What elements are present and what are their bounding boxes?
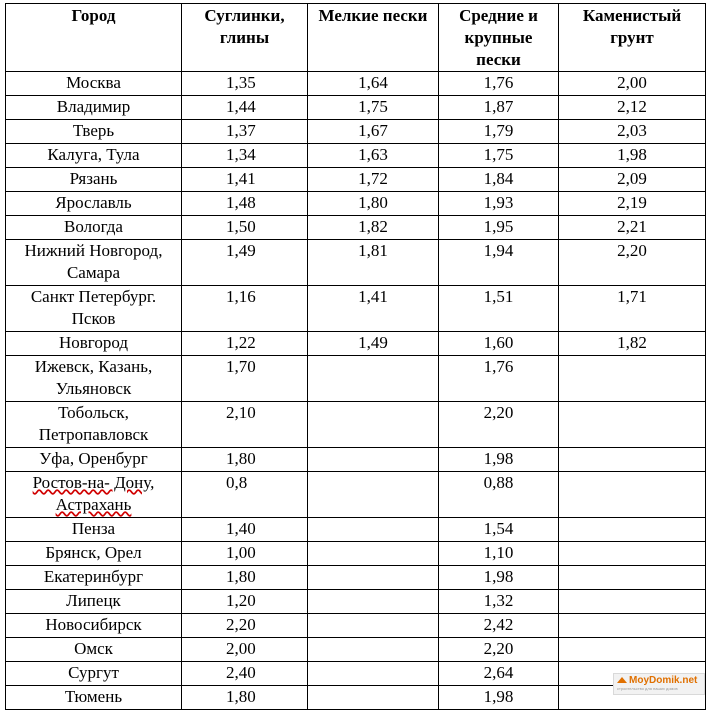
loam-clay-cell: 0,8 xyxy=(182,472,308,518)
table-row xyxy=(6,216,706,240)
city-cell: Вологда xyxy=(6,216,182,240)
city-cell: Тобольск, Петропавловск xyxy=(6,402,182,448)
fine-sand-cell: 1,41 xyxy=(308,286,439,332)
rocky-soil-cell xyxy=(559,448,706,472)
loam-clay-cell: 2,20 xyxy=(182,614,308,638)
rocky-soil-cell: 1,71 xyxy=(559,286,706,332)
table-row xyxy=(6,614,706,638)
rocky-soil-cell xyxy=(559,402,706,448)
loam-clay-cell: 1,40 xyxy=(182,518,308,542)
medium-coarse-sand-cell: 1,93 xyxy=(439,192,559,216)
table-row xyxy=(6,638,706,662)
moydomik-watermark xyxy=(613,673,705,695)
rocky-soil-cell xyxy=(559,590,706,614)
city-cell: Новосибирск xyxy=(6,614,182,638)
rocky-soil-cell xyxy=(559,542,706,566)
fine-sand-cell: 1,72 xyxy=(308,168,439,192)
fine-sand-cell: 1,49 xyxy=(308,332,439,356)
city-cell: Рязань xyxy=(6,168,182,192)
table-row xyxy=(6,662,706,686)
medium-coarse-sand-cell: 1,94 xyxy=(439,240,559,286)
loam-clay-cell: 1,20 xyxy=(182,590,308,614)
header-loam-clay: Суглинки, глины xyxy=(182,4,308,72)
table-row xyxy=(6,192,706,216)
medium-coarse-sand-cell: 1,51 xyxy=(439,286,559,332)
watermark-tagline: строительство для наших домов xyxy=(617,686,678,691)
fine-sand-cell xyxy=(308,638,439,662)
fine-sand-cell xyxy=(308,402,439,448)
table-row xyxy=(6,542,706,566)
rocky-soil-cell: 2,21 xyxy=(559,216,706,240)
loam-clay-cell: 2,40 xyxy=(182,662,308,686)
medium-coarse-sand-cell: 1,54 xyxy=(439,518,559,542)
table-row xyxy=(6,402,706,448)
fine-sand-cell: 1,82 xyxy=(308,216,439,240)
rocky-soil-cell xyxy=(559,638,706,662)
fine-sand-cell: 1,80 xyxy=(308,192,439,216)
city-cell: Пенза xyxy=(6,518,182,542)
city-cell: Тверь xyxy=(6,120,182,144)
loam-clay-cell: 1,80 xyxy=(182,686,308,710)
rocky-soil-cell: 1,82 xyxy=(559,332,706,356)
loam-clay-cell: 2,10 xyxy=(182,402,308,448)
medium-coarse-sand-cell: 2,20 xyxy=(439,638,559,662)
fine-sand-cell xyxy=(308,566,439,590)
table-row xyxy=(6,72,706,96)
rocky-soil-cell: 2,20 xyxy=(559,240,706,286)
medium-coarse-sand-cell: 1,32 xyxy=(439,590,559,614)
loam-clay-cell: 1,41 xyxy=(182,168,308,192)
table-row xyxy=(6,356,706,402)
fine-sand-cell xyxy=(308,518,439,542)
watermark-brand: MoyDomik.net xyxy=(629,675,698,686)
table-row xyxy=(6,566,706,590)
table-row xyxy=(6,240,706,286)
fine-sand-cell xyxy=(308,472,439,518)
medium-coarse-sand-cell: 2,20 xyxy=(439,402,559,448)
medium-coarse-sand-cell: 1,76 xyxy=(439,72,559,96)
fine-sand-cell xyxy=(308,542,439,566)
medium-coarse-sand-cell: 1,98 xyxy=(439,448,559,472)
city-cell: Ростов-на- Дону, Астрахань xyxy=(6,472,182,518)
header-fine-sand: Мелкие пески xyxy=(308,4,439,72)
city-cell: Владимир xyxy=(6,96,182,120)
rocky-soil-cell: 2,12 xyxy=(559,96,706,120)
fine-sand-cell: 1,75 xyxy=(308,96,439,120)
medium-coarse-sand-cell: 1,84 xyxy=(439,168,559,192)
city-cell: Тюмень xyxy=(6,686,182,710)
loam-clay-cell: 2,00 xyxy=(182,638,308,662)
city-cell: Уфа, Оренбург xyxy=(6,448,182,472)
medium-coarse-sand-cell: 2,64 xyxy=(439,662,559,686)
city-cell: Санкт Петербург. Псков xyxy=(6,286,182,332)
table-row xyxy=(6,686,706,710)
fine-sand-cell xyxy=(308,662,439,686)
city-cell: Ярославль xyxy=(6,192,182,216)
loam-clay-cell: 1,70 xyxy=(182,356,308,402)
medium-coarse-sand-cell: 1,87 xyxy=(439,96,559,120)
loam-clay-cell: 1,50 xyxy=(182,216,308,240)
rocky-soil-cell xyxy=(559,566,706,590)
fine-sand-cell xyxy=(308,686,439,710)
table-row xyxy=(6,518,706,542)
table-row xyxy=(6,168,706,192)
loam-clay-cell: 1,48 xyxy=(182,192,308,216)
rocky-soil-cell: 2,03 xyxy=(559,120,706,144)
city-cell: Ижевск, Казань, Ульяновск xyxy=(6,356,182,402)
loam-clay-cell: 1,34 xyxy=(182,144,308,168)
city-cell: Нижний Новгород, Самара xyxy=(6,240,182,286)
city-cell: Калуга, Тула xyxy=(6,144,182,168)
loam-clay-cell: 1,80 xyxy=(182,566,308,590)
soil-freezing-table xyxy=(5,3,706,710)
header-rocky-soil: Каменистый грунт xyxy=(559,4,706,72)
fine-sand-cell: 1,63 xyxy=(308,144,439,168)
table-row xyxy=(6,286,706,332)
city-cell: Екатеринбург xyxy=(6,566,182,590)
table-row xyxy=(6,590,706,614)
table-row xyxy=(6,144,706,168)
medium-coarse-sand-cell: 1,60 xyxy=(439,332,559,356)
house-logo-icon xyxy=(617,677,627,683)
table-row xyxy=(6,332,706,356)
fine-sand-cell xyxy=(308,448,439,472)
rocky-soil-cell xyxy=(559,472,706,518)
city-cell: Брянск, Орел xyxy=(6,542,182,566)
table-row xyxy=(6,472,706,518)
city-cell: Липецк xyxy=(6,590,182,614)
city-cell: Сургут xyxy=(6,662,182,686)
medium-coarse-sand-cell: 1,95 xyxy=(439,216,559,240)
rocky-soil-cell: 2,19 xyxy=(559,192,706,216)
loam-clay-cell: 1,44 xyxy=(182,96,308,120)
medium-coarse-sand-cell: 2,42 xyxy=(439,614,559,638)
table-row xyxy=(6,120,706,144)
loam-clay-cell: 1,16 xyxy=(182,286,308,332)
medium-coarse-sand-cell: 1,98 xyxy=(439,686,559,710)
fine-sand-cell xyxy=(308,614,439,638)
fine-sand-cell xyxy=(308,356,439,402)
loam-clay-cell: 1,00 xyxy=(182,542,308,566)
loam-clay-cell: 1,22 xyxy=(182,332,308,356)
rocky-soil-cell: 1,98 xyxy=(559,144,706,168)
loam-clay-cell: 1,49 xyxy=(182,240,308,286)
city-cell: Новгород xyxy=(6,332,182,356)
medium-coarse-sand-cell: 1,10 xyxy=(439,542,559,566)
loam-clay-cell: 1,37 xyxy=(182,120,308,144)
table-row xyxy=(6,96,706,120)
fine-sand-cell: 1,67 xyxy=(308,120,439,144)
city-cell: Омск xyxy=(6,638,182,662)
fine-sand-cell: 1,81 xyxy=(308,240,439,286)
medium-coarse-sand-cell: 1,98 xyxy=(439,566,559,590)
rocky-soil-cell xyxy=(559,614,706,638)
header-medium-coarse-sand: Средние и крупные пески xyxy=(439,4,559,72)
table-header-row xyxy=(6,4,706,72)
rocky-soil-cell: 2,00 xyxy=(559,72,706,96)
city-cell: Москва xyxy=(6,72,182,96)
loam-clay-cell: 1,80 xyxy=(182,448,308,472)
medium-coarse-sand-cell: 1,76 xyxy=(439,356,559,402)
rocky-soil-cell xyxy=(559,356,706,402)
medium-coarse-sand-cell: 1,79 xyxy=(439,120,559,144)
fine-sand-cell: 1,64 xyxy=(308,72,439,96)
medium-coarse-sand-cell: 1,75 xyxy=(439,144,559,168)
header-city: Город xyxy=(6,4,182,72)
loam-clay-cell: 1,35 xyxy=(182,72,308,96)
table-row xyxy=(6,448,706,472)
medium-coarse-sand-cell: 0,88 xyxy=(439,472,559,518)
rocky-soil-cell xyxy=(559,518,706,542)
fine-sand-cell xyxy=(308,590,439,614)
rocky-soil-cell: 2,09 xyxy=(559,168,706,192)
